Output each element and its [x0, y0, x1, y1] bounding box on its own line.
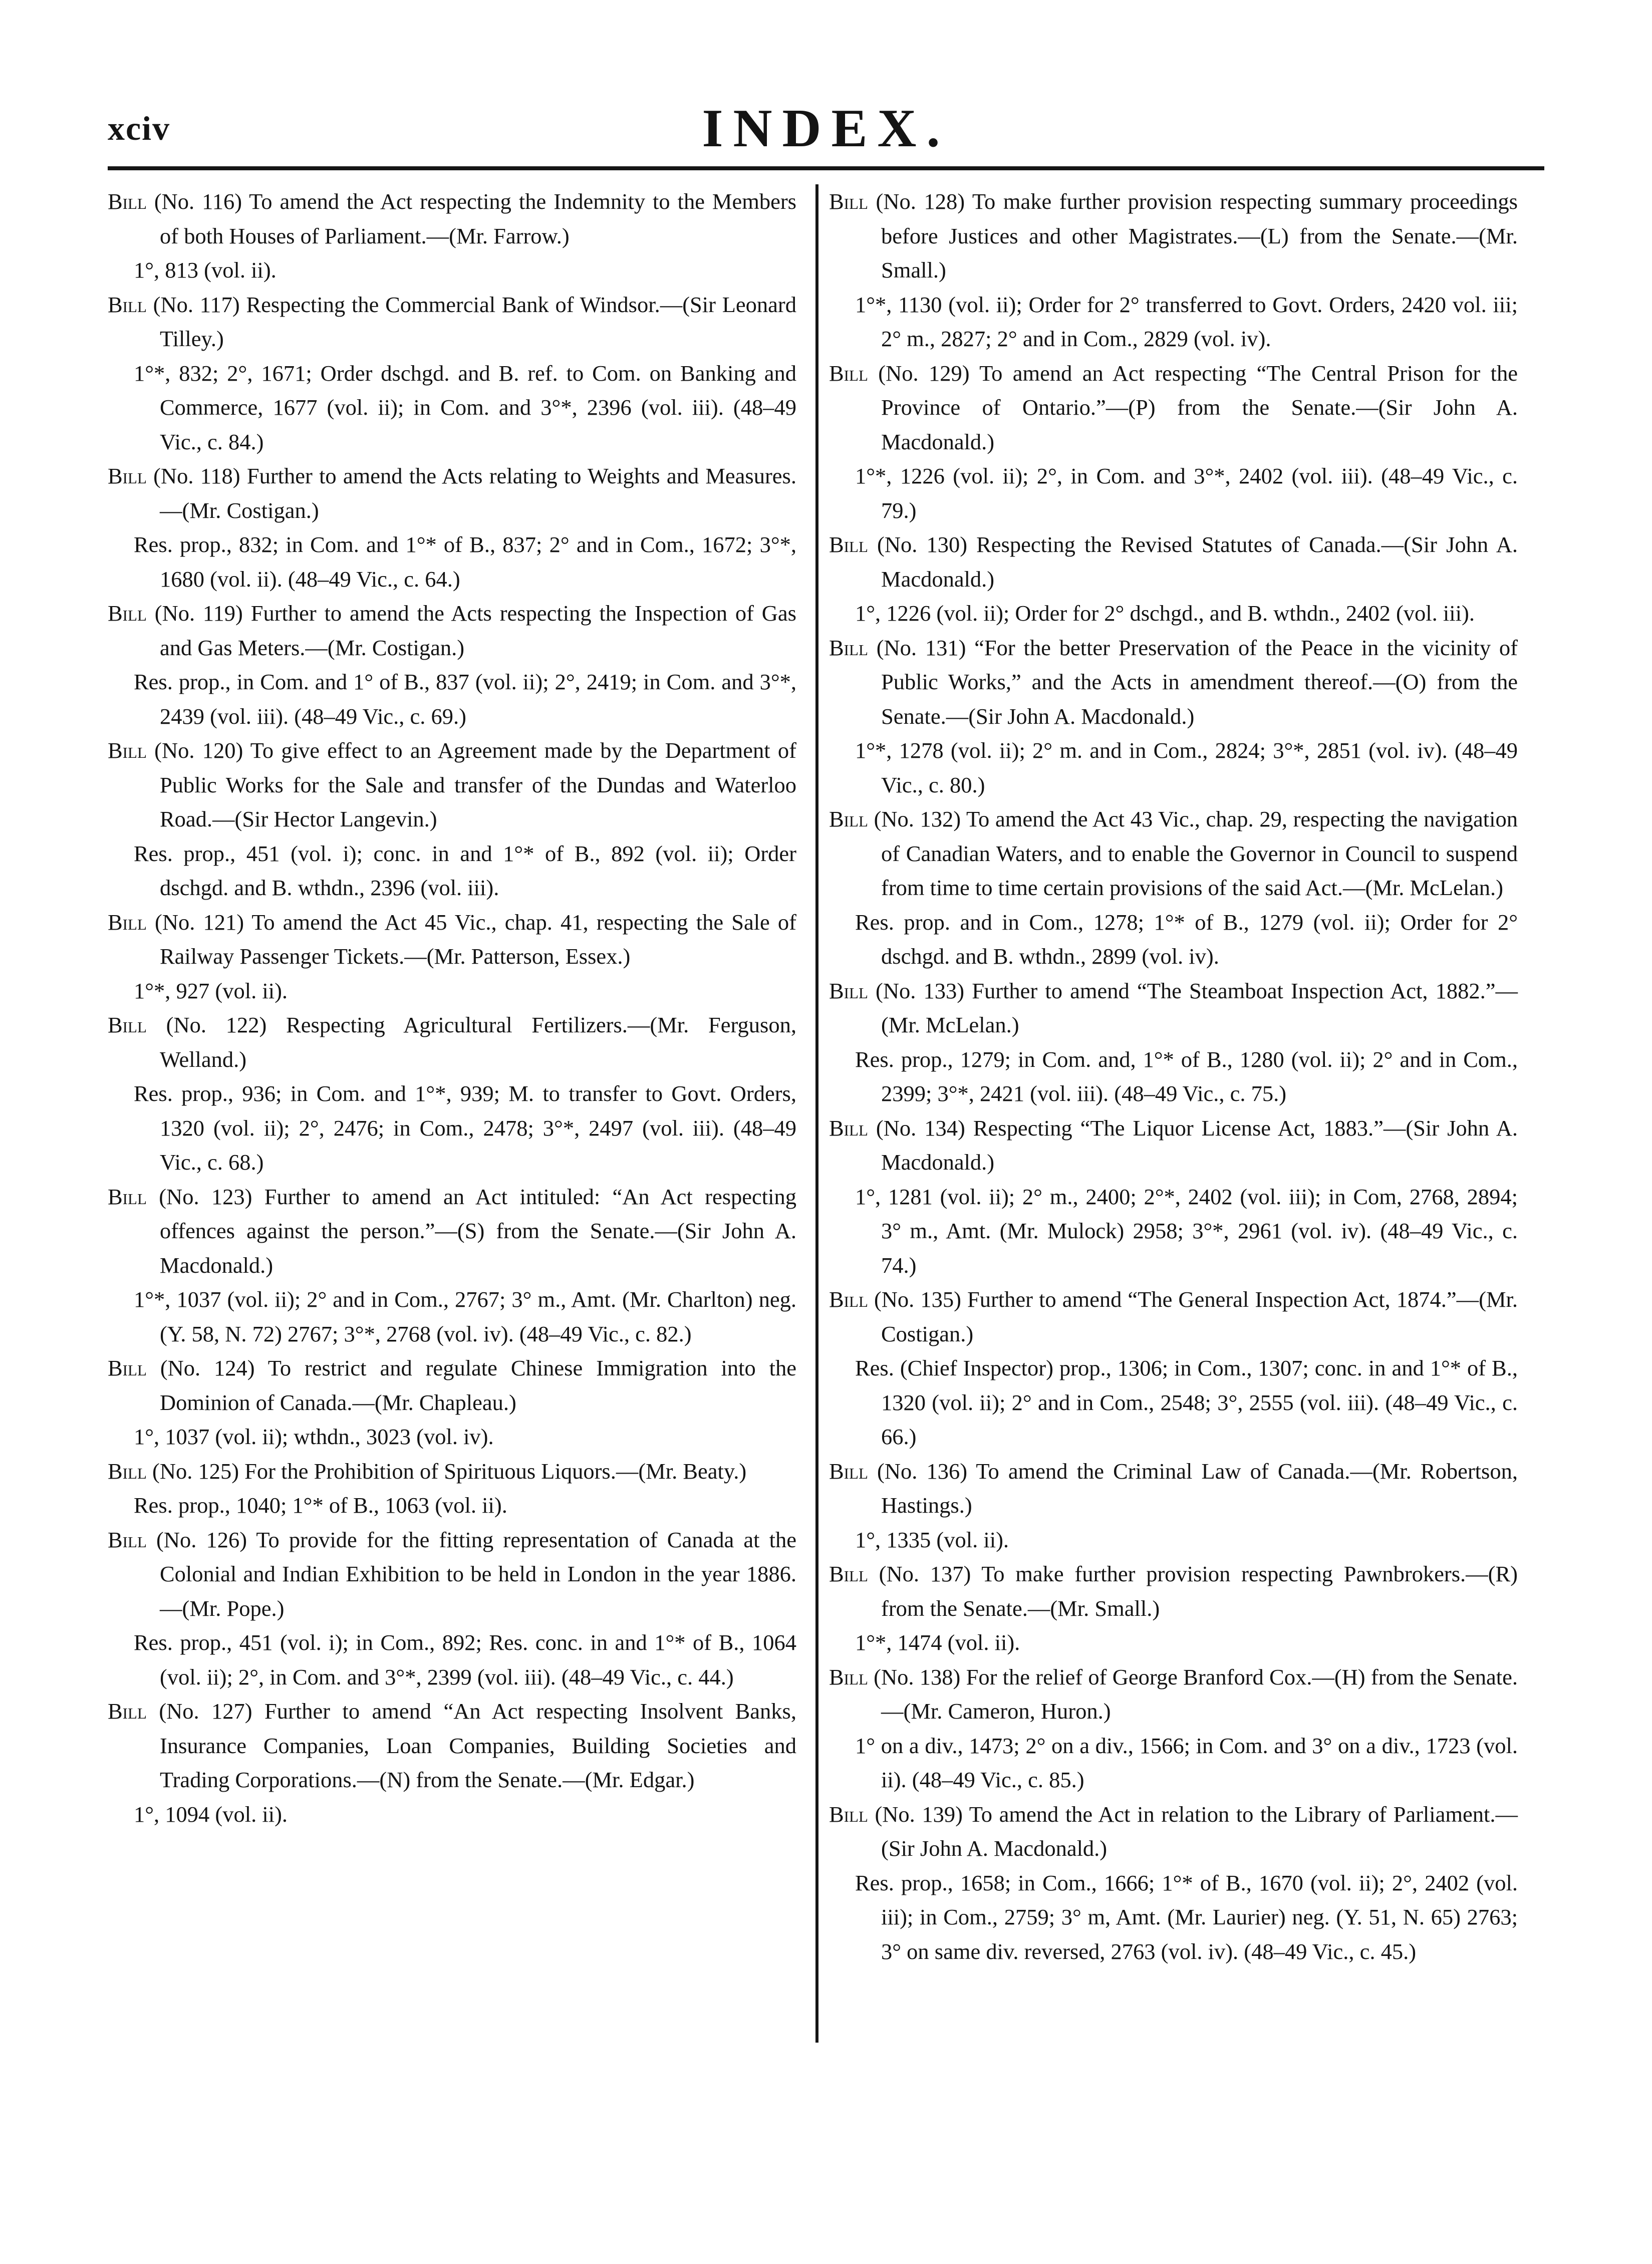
bill-title: (No. 129) To amend an Act respecting “The Central Prison for the Province of Ontario.”—(P) from the Senate.—(Sir John A. Macdonald.) — [878, 360, 1518, 454]
bill-heading — [829, 1282, 1518, 1351]
bill-heading — [108, 1008, 796, 1076]
column-divider — [815, 184, 818, 2043]
bill-prefix: Bill — [108, 1355, 147, 1380]
bill-proceedings: Res. prop., in Com. and 1° of B., 837 (vol. ii); 2°, 2419; in Com. and 3°*, 2439 (vol. iii). (48–49 Vic., c. 69.) — [134, 669, 796, 729]
bill-prefix: Bill — [829, 1115, 868, 1141]
bill-heading — [108, 733, 796, 836]
bill-title: (No. 136) To amend the Criminal Law of Canada.—(Mr. Robertson, Hastings.) — [877, 1458, 1518, 1518]
index-entry — [829, 1557, 1518, 1660]
bill-proceedings: Res. prop. and in Com., 1278; 1°* of B., 1279 (vol. ii); Order for 2° dschgd. and B. wthdn., 2899 (vol. iv). — [855, 909, 1518, 969]
bill-prefix: Bill — [108, 1458, 147, 1484]
bill-title: (No. 132) To amend the Act 43 Vic., chap. 29, respecting the navigation of Canadian Waters, and to enable the Governor in Council to suspend from time to time certain provisions of the said Act.—(Mr. McLelan.) — [874, 806, 1518, 900]
bill-prefix: Bill — [829, 1287, 868, 1312]
bill-heading — [829, 1660, 1518, 1729]
bill-proceedings: 1°, 1335 (vol. ii). — [855, 1527, 1009, 1552]
index-entry — [829, 974, 1518, 1111]
bill-title: (No. 116) To amend the Act respecting the Indemnity to the Members of both Houses of Parliament.—(Mr. Farrow.) — [154, 189, 796, 248]
bill-heading — [829, 974, 1518, 1042]
bill-prefix: Bill — [829, 532, 868, 557]
bill-proceedings: 1°, 1281 (vol. ii); 2° m., 2400; 2°*, 2402 (vol. iii); in Com, 2768, 2894; 3° m., Amt. (Mr. Mulock) 2958; 3°*, 2961 (vol. iv). (48–49 Vic., c. 74.) — [855, 1184, 1518, 1278]
bill-prefix: Bill — [829, 1458, 868, 1484]
index-entry — [829, 527, 1518, 631]
bill-heading — [108, 1523, 796, 1626]
bill-title: (No. 137) To make further provision respecting Pawnbrokers.—(R) from the Senate.—(Mr. Small.) — [879, 1561, 1518, 1621]
bill-prefix: Bill — [829, 1561, 868, 1586]
bill-heading — [829, 631, 1518, 734]
bill-proceedings: Res. prop., 1279; in Com. and, 1°* of B., 1280 (vol. ii); 2° and in Com., 2399; 3°*, 2421 (vol. iii). (48–49 Vic., c. 75.) — [855, 1046, 1518, 1106]
bill-title: (No. 124) To restrict and regulate Chinese Immigration into the Dominion of Canada.—(Mr. Chapleau.) — [160, 1355, 796, 1415]
bill-heading — [108, 1454, 796, 1489]
bill-proceedings: Res. prop., 451 (vol. i); in Com., 892; Res. conc. in and 1°* of B., 1064 (vol. ii); 2°, in Com. and 3°*, 2399 (vol. iii). (48–49 Vic., c. 44.) — [134, 1630, 796, 1689]
index-entry — [108, 288, 796, 459]
bill-title: (No. 130) Respecting the Revised Statutes of Canada.—(Sir John A. Macdonald.) — [877, 532, 1518, 592]
bill-title: (No. 131) “For the better Preservation of the Peace in the vicinity of Public Works,” and the Acts in amendment thereof.—(O) from the Senate.—(Sir John A. Macdonald.) — [876, 635, 1518, 729]
bill-proceedings: Res. prop., 832; in Com. and 1°* of B., 837; 2° and in Com., 1672; 3°*, 1680 (vol. ii). (48–49 Vic., c. 64.) — [134, 532, 796, 592]
bill-prefix: Bill — [108, 1699, 147, 1724]
index-entry — [108, 184, 796, 288]
bill-prefix: Bill — [108, 463, 147, 488]
index-entry — [108, 1008, 796, 1180]
bill-heading — [108, 596, 796, 665]
bill-prefix: Bill — [108, 1184, 147, 1209]
bill-prefix: Bill — [829, 978, 868, 1003]
bill-heading — [108, 1351, 796, 1420]
bill-title: (No. 122) Respecting Agricultural Fertilizers.—(Mr. Ferguson, Welland.) — [160, 1012, 796, 1072]
index-entry — [829, 1282, 1518, 1454]
bill-title: (No. 133) Further to amend “The Steamboat Inspection Act, 1882.”—(Mr. McLelan.) — [876, 978, 1518, 1037]
bill-title: (No. 128) To make further provision respecting summary proceedings before Justices and other Magistrates.—(L) from the Senate.—(Mr. Small.) — [876, 189, 1518, 282]
bill-title: (No. 118) Further to amend the Acts relating to Weights and Measures.—(Mr. Costigan.) — [153, 463, 796, 523]
bill-title: (No. 134) Respecting “The Liquor License Act, 1883.”—(Sir John A. Macdonald.) — [876, 1115, 1518, 1175]
bill-heading — [829, 184, 1518, 288]
bill-prefix: Bill — [829, 360, 868, 386]
bill-heading — [829, 356, 1518, 459]
bill-proceedings: Res. prop., 1040; 1°* of B., 1063 (vol. ii). — [134, 1493, 507, 1518]
bill-prefix: Bill — [829, 635, 868, 660]
index-column-right — [829, 184, 1518, 1968]
bill-title: (No. 138) For the relief of George Branford Cox.—(H) from the Senate.—(Mr. Cameron, Huron.) — [874, 1664, 1518, 1724]
page-number: xciv — [108, 109, 171, 147]
bill-heading — [108, 184, 796, 253]
index-entry — [829, 802, 1518, 974]
bill-proceedings: 1°*, 1037 (vol. ii); 2° and in Com., 2767; 3° m., Amt. (Mr. Charlton) neg. (Y. 58, N. 72) 2767; 3°*, 2768 (vol. iv). (48–49 Vic., c. 82.) — [134, 1287, 796, 1346]
bill-proceedings: 1°*, 1130 (vol. ii); Order for 2° transferred to Govt. Orders, 2420 vol. iii; 2° m., 2827; 2° and in Com., 2829 (vol. iv). — [855, 292, 1518, 351]
bill-heading — [829, 1454, 1518, 1523]
bill-proceedings: Res. (Chief Inspector) prop., 1306; in Com., 1307; conc. in and 1°* of B., 1320 (vol. ii); 2° and in Com., 2548; 3°, 2555 (vol. iii). (48–49 Vic., c. 66.) — [855, 1355, 1518, 1449]
bill-title: (No. 121) To amend the Act 45 Vic., chap. 41, respecting the Sale of Railway Passenger Tickets.—(Mr. Patterson, Essex.) — [155, 909, 797, 969]
bill-proceedings: 1°*, 1226 (vol. ii); 2°, in Com. and 3°*, 2402 (vol. iii). (48–49 Vic., c. 79.) — [855, 463, 1518, 523]
bill-heading — [108, 1694, 796, 1797]
bill-prefix: Bill — [108, 292, 147, 317]
bill-proceedings: 1°*, 1474 (vol. ii). — [855, 1630, 1020, 1655]
bill-prefix: Bill — [108, 1527, 147, 1552]
bill-proceedings: 1°*, 1278 (vol. ii); 2° m. and in Com., 2824; 3°*, 2851 (vol. iv). (48–49 Vic., c. 80.) — [855, 738, 1518, 797]
bill-prefix: Bill — [829, 1801, 868, 1827]
bill-proceedings: Res. prop., 1658; in Com., 1666; 1°* of B., 1670 (vol. ii); 2°, 2402 (vol. iii); in Com., 2759; 3° m, Amt. (Mr. Laurier) neg. (Y. 51, N. 65) 2763; 3° on same div. reversed, 2763 (vol. iv). (48–49 Vic., c. 45.) — [855, 1870, 1518, 1964]
bill-proceedings: 1°*, 832; 2°, 1671; Order dschgd. and B. ref. to Com. on Banking and Commerce, 1677 (vol. ii); in Com. and 3°*, 2396 (vol. iii). (48–49 Vic., c. 84.) — [134, 360, 796, 454]
index-entry — [829, 356, 1518, 528]
index-entry — [829, 1454, 1518, 1557]
bill-heading — [829, 802, 1518, 905]
bill-prefix: Bill — [829, 1664, 868, 1689]
index-entry — [108, 733, 796, 905]
index-entry — [829, 1660, 1518, 1797]
bill-heading — [829, 1111, 1518, 1180]
bill-proceedings: 1°, 1094 (vol. ii). — [134, 1801, 288, 1827]
bill-heading — [108, 905, 796, 974]
header-rule — [108, 166, 1544, 170]
bill-title: (No. 123) Further to amend an Act intituled: “An Act respecting offences against the person.”—(S) from the Senate.—(Sir John A. Macdonald.) — [159, 1184, 796, 1278]
bill-prefix: Bill — [108, 738, 147, 763]
index-entry — [829, 1797, 1518, 1969]
bill-title: (No. 125) For the Prohibition of Spirituous Liquors.—(Mr. Beaty.) — [152, 1458, 747, 1484]
index-entry — [829, 184, 1518, 356]
bill-title: (No. 127) Further to amend “An Act respecting Insolvent Banks, Insurance Companies, Loan Companies, Building Societies and Trading Corporations.—(N) from the Senate.—(Mr. Edgar.) — [159, 1699, 797, 1792]
index-entry — [108, 1351, 796, 1454]
bill-proceedings: 1°, 1037 (vol. ii); wthdn., 3023 (vol. iv). — [134, 1424, 494, 1449]
index-entry — [829, 1111, 1518, 1283]
index-entry — [108, 1523, 796, 1694]
index-entry — [108, 1694, 796, 1831]
page-header — [108, 88, 1544, 163]
bill-prefix: Bill — [108, 189, 147, 214]
bill-heading — [108, 288, 796, 356]
bill-proceedings: Res. prop., 936; in Com. and 1°*, 939; M. to transfer to Govt. Orders, 1320 (vol. ii); 2°, 2476; in Com., 2478; 3°*, 2497 (vol. iii). (48–49 Vic., c. 68.) — [134, 1081, 796, 1175]
index-entry — [108, 1180, 796, 1351]
bill-proceedings: 1° on a div., 1473; 2° on a div., 1566; in Com. and 3° on a div., 1723 (vol. ii). (48–49 Vic., c. 85.) — [855, 1733, 1518, 1792]
bill-prefix: Bill — [829, 189, 868, 214]
bill-prefix: Bill — [108, 601, 147, 626]
bill-title: (No. 126) To provide for the fitting representation of Canada at the Colonial and Indian Exhibition to be held in London in the year 1886.—(Mr. Pope.) — [156, 1527, 796, 1621]
index-entry — [829, 631, 1518, 802]
bill-heading — [829, 1797, 1518, 1866]
bill-proceedings: 1°, 813 (vol. ii). — [134, 257, 277, 282]
bill-title: (No. 117) Respecting the Commercial Bank of Windsor.—(Sir Leonard Tilley.) — [153, 292, 797, 351]
page-title: INDEX. — [702, 99, 950, 158]
bill-proceedings: 1°*, 927 (vol. ii). — [134, 978, 288, 1003]
bill-heading — [108, 1180, 796, 1283]
bill-title: (No. 119) Further to amend the Acts respecting the Inspection of Gas and Gas Meters.—(Mr. Costigan.) — [154, 601, 796, 660]
bill-heading — [829, 1557, 1518, 1625]
index-entry — [108, 459, 796, 596]
index-entry — [108, 1454, 796, 1523]
bill-heading — [108, 459, 796, 527]
bill-proceedings: Res. prop., 451 (vol. i); conc. in and 1°* of B., 892 (vol. ii); Order dschgd. and B. wthdn., 2396 (vol. iii). — [134, 840, 796, 900]
index-entry — [108, 905, 796, 1008]
bill-prefix: Bill — [829, 806, 868, 831]
bill-prefix: Bill — [108, 1012, 147, 1037]
bill-title: (No. 139) To amend the Act in relation to the Library of Parliament.—(Sir John A. Macdonald.) — [875, 1801, 1518, 1861]
index-column-left — [108, 184, 796, 1831]
index-entry — [108, 596, 796, 733]
bill-heading — [829, 527, 1518, 596]
bill-title: (No. 120) To give effect to an Agreement made by the Department of Public Works for the Sale and transfer of the Dundas and Waterloo Road.—(Sir Hector Langevin.) — [154, 738, 796, 831]
bill-proceedings: 1°, 1226 (vol. ii); Order for 2° dschgd., and B. wthdn., 2402 (vol. iii). — [855, 601, 1475, 626]
bill-title: (No. 135) Further to amend “The General Inspection Act, 1874.”—(Mr. Costigan.) — [874, 1287, 1518, 1346]
bill-prefix: Bill — [108, 909, 147, 935]
